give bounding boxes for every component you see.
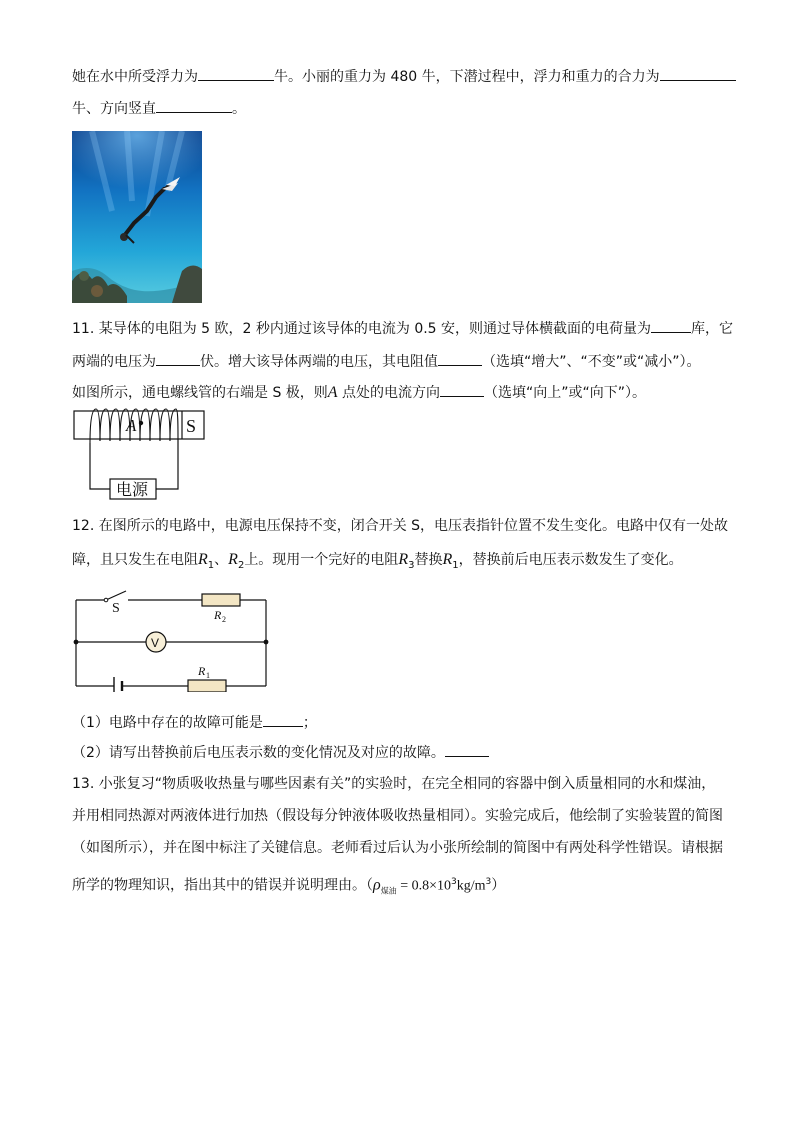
power-source-label: 电源 [116, 480, 149, 499]
q12-text: （2）请写出替换前后电压表示数的变化情况及对应的故障。 [72, 745, 445, 761]
q10-line-2 [72, 98, 246, 119]
r2-subscript: 2 [222, 615, 226, 624]
q12-sub-2 [72, 742, 489, 763]
q10-text: 牛。小丽的重力为 480 牛，下潜过程中，浮力和重力的合力为 [274, 69, 660, 85]
q11-text: 11. 某导体的电阻为 5 欧，2 秒内通过该导体的电流为 0.5 安，则通过导体横截面的电荷量为 [72, 321, 652, 337]
r3-symbol: R [398, 551, 409, 568]
q12-text: 12. 在图所示的电路中，电源电压保持不变，闭合开关 S，电压表指针位置不发生变化。电路中仅有一处故 [72, 518, 729, 534]
coil-turn [150, 409, 160, 441]
r1-label: R [198, 664, 206, 678]
diver-photo [72, 131, 202, 303]
q10-line-1 [72, 66, 736, 87]
q13-text: 所学的物理知识，指出其中的错误并说明理由。（ [72, 877, 373, 894]
q11-text: 点处的电流方向 [337, 385, 441, 401]
q10-text: 牛、方向竖直 [72, 101, 156, 117]
q11-text: 如图所示，通电螺线管的右端是 S 极，则 [72, 385, 328, 401]
q10-text: 。 [232, 101, 246, 117]
q12-text: 替换 [414, 552, 443, 568]
formula-exponent: 3 [450, 877, 457, 887]
q10-text: 她在水中所受浮力为 [72, 69, 198, 85]
rho-symbol: ρ [373, 876, 381, 894]
r3-subscript: 3 [408, 559, 415, 571]
coil-turn [170, 409, 178, 441]
point-a-label: A [327, 384, 338, 401]
wire-left [90, 443, 110, 489]
r1-symbol: R [442, 551, 453, 568]
q11-line-3 [72, 382, 646, 403]
voltmeter-label: V [151, 636, 160, 650]
q12-line-1 [72, 516, 728, 536]
formula-text: = 0.8×10 [396, 878, 451, 894]
q11-text: （选填“增大”、“不变”或“减小”）。 [482, 354, 701, 370]
q13-line-2 [72, 806, 723, 826]
q12-text: ； [302, 715, 317, 731]
answer-blank[interactable] [156, 351, 200, 366]
rho-subscript: 煤油 [380, 886, 397, 896]
switch-label: S [112, 601, 120, 616]
point-a-dot [139, 421, 143, 425]
q13-line-1 [72, 774, 715, 794]
q11-text: 两端的电压为 [72, 354, 156, 370]
q13-line-3 [72, 838, 723, 858]
r1-subscript: 1 [207, 559, 215, 571]
r1-subscript: 1 [452, 559, 459, 571]
answer-blank[interactable] [438, 351, 482, 366]
point-a-label: A [126, 416, 137, 435]
circuit-diagram [70, 588, 270, 696]
pole-s-label: S [186, 416, 197, 436]
r2-symbol: R [228, 551, 238, 568]
q12-sub-1 [72, 712, 317, 733]
coil-turn [160, 409, 170, 441]
q12-line-2 [72, 550, 683, 576]
q12-text: （1）电路中存在的故障可能是 [72, 715, 263, 731]
answer-blank[interactable] [651, 318, 691, 333]
coil-turn [100, 409, 110, 441]
r1-subscript: 1 [206, 671, 210, 680]
formula-exponent: 3 [485, 877, 492, 887]
switch-lever [106, 591, 126, 600]
resistor-r1 [188, 680, 226, 692]
q12-text: 障，且只发生在电阻 [72, 552, 198, 568]
q13-line-4 [72, 872, 505, 901]
q11-line-1 [72, 318, 733, 339]
answer-blank[interactable] [156, 98, 232, 113]
q13-text: ） [491, 877, 506, 894]
q12-text: ，替换前后电压表示数发生了变化。 [458, 552, 683, 568]
answer-blank[interactable] [440, 382, 484, 397]
coil-turn [90, 409, 100, 443]
q13-text: 13. 小张复习“物质吸收热量与哪些因素有关”的实验时，在完全相同的容器中倒入质量相同的水和煤油， [72, 776, 716, 792]
answer-blank[interactable] [445, 742, 489, 757]
q11-text: 库，它 [691, 321, 734, 337]
q13-text: （如图所示），并在图中标注了关键信息。老师看过后认为小张所绘制的简图中有两处科学性错误。请根据 [72, 840, 723, 856]
formula-unit: kg/m [456, 878, 486, 894]
q11-text: 伏。增大该导体两端的电压，其电阻值 [200, 354, 438, 370]
r2-subscript: 2 [237, 559, 245, 571]
solenoid-diagram [72, 405, 212, 505]
q11-text: （选填“向上”或“向下”）。 [484, 385, 647, 401]
q12-text: 上。现用一个完好的电阻 [244, 552, 399, 568]
separator: 、 [214, 552, 229, 568]
q11-line-2 [72, 351, 701, 372]
answer-blank[interactable] [660, 66, 736, 81]
answer-blank[interactable] [198, 66, 274, 81]
answer-blank[interactable] [263, 712, 303, 727]
q13-text: 并用相同热源对两液体进行加热（假设每分钟液体吸收热量相同）。实验完成后，他绘制了实验装置的简图 [72, 808, 723, 824]
r2-label: R [214, 608, 222, 622]
coil-turn [110, 409, 120, 441]
wire-right [156, 439, 178, 489]
r1-symbol: R [198, 551, 208, 568]
resistor-r2 [202, 594, 240, 606]
